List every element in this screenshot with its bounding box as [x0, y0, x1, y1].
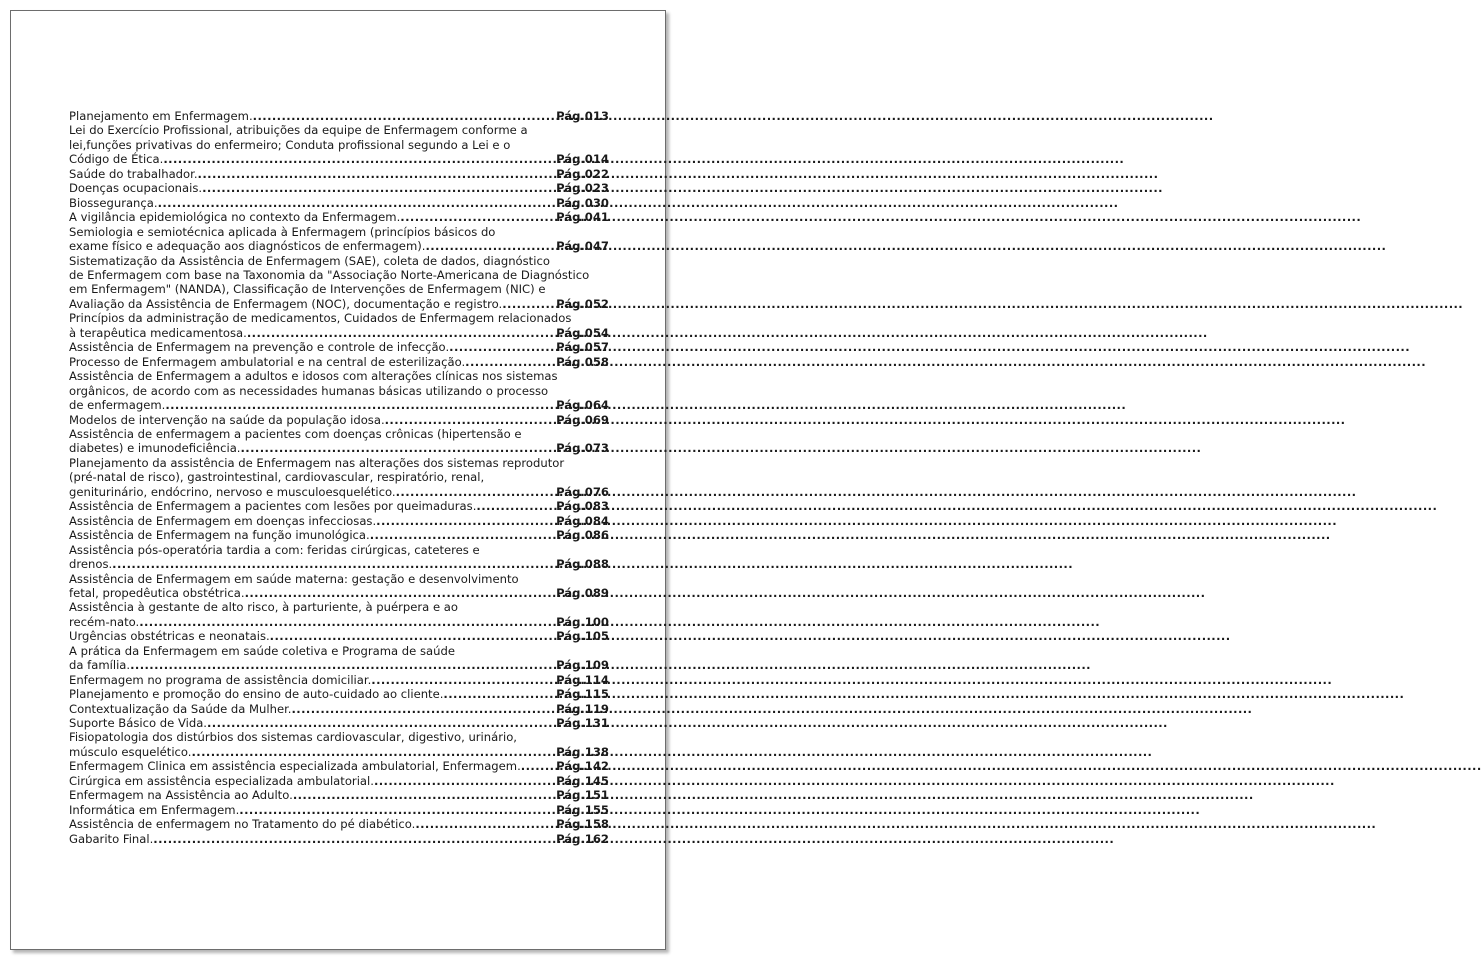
dot-leader	[415, 817, 555, 831]
dot-leader	[165, 398, 555, 412]
toc-entry[interactable]	[69, 644, 609, 673]
toc-page-number: Pág.088	[556, 557, 609, 572]
toc-page-number: Pág.054	[556, 325, 609, 340]
toc-page-number: Pág.109	[556, 658, 609, 673]
toc-entry[interactable]	[69, 167, 609, 181]
toc-entry-final-line	[69, 355, 609, 369]
toc-entry-text-line: (pré-natal de risco), gastrointestinal, cardiovascular, respiratório, renal,	[69, 470, 485, 485]
toc-entry-final-line	[69, 702, 609, 716]
toc-entry-text-line: A prática da Enfermagem em saúde coletiva e Programa de saúde	[69, 643, 455, 658]
dot-leader	[443, 687, 555, 701]
dot-leader	[112, 557, 555, 571]
toc-page-number: Pág.100	[556, 614, 609, 629]
toc-entry-final-line	[69, 586, 609, 600]
toc-entry-final-line	[69, 832, 609, 846]
toc-page-number: Pág.041	[556, 210, 609, 225]
toc-entry-title: geniturinário, endócrino, nervoso e musculoesquelético.	[69, 484, 396, 499]
dot-leader	[247, 326, 555, 340]
dot-leader	[385, 413, 555, 427]
table-of-contents	[69, 109, 609, 846]
toc-page-number: Pág.023	[556, 181, 609, 196]
toc-entry[interactable]	[69, 759, 609, 773]
toc-entry-title: Cirúrgica em assistência especializada ambulatorial.	[69, 773, 374, 788]
toc-entry[interactable]	[69, 311, 609, 340]
dot-leader	[465, 355, 555, 369]
toc-entry-final-line	[69, 485, 609, 499]
toc-page-number: Pág.083	[556, 499, 609, 514]
toc-page-number: Pág.131	[556, 716, 609, 731]
toc-entry-final-line	[69, 615, 609, 629]
toc-page-number: Pág.151	[556, 788, 609, 803]
toc-entry-final-line	[69, 340, 609, 354]
toc-page-number: Pág.162	[556, 831, 609, 846]
dot-leader	[198, 167, 556, 181]
toc-entry-final-line	[69, 514, 609, 528]
toc-entry-final-line	[69, 788, 609, 802]
toc-entry-title: Assistência de Enfermagem em doenças infecciosas.	[69, 513, 377, 528]
toc-entry-final-line	[69, 774, 609, 788]
toc-entry[interactable]	[69, 254, 609, 312]
toc-entry-final-line	[69, 658, 609, 672]
toc-page-number: Pág.084	[556, 513, 609, 528]
toc-page-number: Pág.076	[556, 484, 609, 499]
toc-entry-final-line	[69, 413, 609, 427]
toc-entry[interactable]	[69, 817, 609, 831]
toc-entry[interactable]	[69, 702, 609, 716]
toc-entry-final-line	[69, 152, 609, 166]
toc-entry-title: Contextualização da Saúde da Mulher.	[69, 701, 292, 716]
dot-leader	[163, 152, 555, 166]
toc-entry-final-line	[69, 716, 609, 730]
toc-entry-title: Gabarito Final.	[69, 831, 154, 846]
dot-leader	[400, 210, 555, 224]
toc-entry-final-line	[69, 803, 609, 817]
toc-entry-text-line: Assistência de Enfermagem a adultos e idosos com alterações clínicas nos sistemas	[69, 369, 558, 384]
toc-entry-title: à terapêutica medicamentosa.	[69, 325, 247, 340]
toc-entry-text-line: Assistência pós-operatória tardia a com: feridas cirúrgicas, cateteres e	[69, 542, 480, 557]
toc-entry[interactable]	[69, 730, 609, 759]
toc-entry-title: Assistência de Enfermagem a pacientes com lesões por queimaduras.	[69, 499, 477, 514]
toc-entry-final-line	[69, 181, 609, 195]
toc-entry[interactable]	[69, 788, 609, 802]
toc-entry[interactable]	[69, 600, 609, 629]
toc-entry[interactable]	[69, 181, 609, 195]
toc-entry-title: Informática em Enfermagem.	[69, 802, 240, 817]
toc-entry-title: Enfermagem na Assistência ao Adulto.	[69, 788, 293, 803]
toc-entry-final-line	[69, 196, 609, 210]
toc-entry-final-line	[69, 398, 609, 412]
toc-entry-final-line	[69, 441, 609, 455]
dot-leader	[502, 297, 555, 311]
dot-leader	[371, 673, 555, 687]
toc-entry-final-line	[69, 239, 609, 253]
toc-entry-title: Biossegurança.	[69, 195, 158, 210]
toc-entry-title: Suporte Básico de Vida.	[69, 716, 207, 731]
dot-leader	[239, 803, 555, 817]
toc-page-number: Pág.073	[556, 441, 609, 456]
dot-leader	[370, 528, 555, 542]
toc-page-number: Pág.138	[556, 744, 609, 759]
toc-entry-title: recém-nato.	[69, 614, 140, 629]
dot-leader	[396, 485, 555, 499]
toc-entry-title: Assistência de enfermagem no Tratamento do pé diabético.	[69, 817, 416, 832]
toc-entry-title: Enfermagem Clinica em assistência especializada ambulatorial, Enfermagem.	[69, 759, 521, 774]
toc-entry-title: Avaliação da Assistência de Enfermagem (NOC), documentação e registro.	[69, 296, 503, 311]
toc-page-number: Pág.014	[556, 152, 609, 167]
toc-entry-text-line: Lei do Exercício Profissional, atribuições da equipe de Enfermagem conforme a	[69, 123, 528, 138]
toc-page-number: Pág.155	[556, 802, 609, 817]
dot-leader	[240, 441, 555, 455]
toc-entry-text-line: Assistência de Enfermagem em saúde materna: gestação e desenvolvimento	[69, 571, 519, 586]
toc-entry[interactable]	[69, 369, 609, 412]
dot-leader	[270, 629, 555, 643]
dot-leader	[425, 239, 555, 253]
toc-entry-text-line: Fisiopatologia dos distúrbios dos sistemas cardiovascular, digestivo, urinário,	[69, 730, 517, 745]
toc-entry-text-line: Assistência à gestante de alto risco, à parturiente, à puérpera e ao	[69, 600, 458, 615]
toc-entry[interactable]	[69, 687, 609, 701]
toc-page-number: Pág.022	[556, 166, 609, 181]
toc-entry[interactable]	[69, 340, 609, 354]
toc-entry-title: Enfermagem no programa de assistência domiciliar.	[69, 672, 372, 687]
toc-page-number: Pág.052	[556, 296, 609, 311]
toc-entry[interactable]	[69, 716, 609, 730]
dot-leader	[449, 340, 555, 354]
toc-page-number: Pág.105	[556, 629, 609, 644]
dot-leader	[130, 658, 555, 672]
toc-entry[interactable]	[69, 543, 609, 572]
toc-entry-final-line	[69, 629, 609, 643]
toc-entry-title: Planejamento e promoção do ensino de auto-cuidado ao cliente.	[69, 687, 444, 702]
dot-leader	[293, 788, 555, 802]
toc-page-number: Pág.089	[556, 585, 609, 600]
toc-entry-final-line	[69, 528, 609, 542]
toc-page-number: Pág.069	[556, 412, 609, 427]
toc-entry-final-line	[69, 673, 609, 687]
toc-entry-title: Assistência de Enfermagem na função imunológica.	[69, 528, 370, 543]
toc-entry-title: Doenças ocupacionais.	[69, 181, 203, 196]
toc-entry-title: Modelos de intervenção na saúde da população idosa.	[69, 412, 385, 427]
toc-entry-final-line	[69, 745, 609, 759]
toc-entry-text-line: em Enfermagem" (NANDA), Classificação de Intervenções de Enfermagem (NIC) e	[69, 282, 546, 297]
toc-entry-final-line	[69, 499, 609, 513]
toc-entry[interactable]	[69, 196, 609, 210]
toc-entry-text-line: orgânicos, de acordo com as necessidades humanas básicas utilizando o processo	[69, 383, 549, 398]
toc-entry-text-line: Princípios da administração de medicamentos, Cuidados de Enfermagem relacionados	[69, 311, 572, 326]
toc-entry-text-line: Semiologia e semiotécnica aplicada à Enfermagem (princípios básicos do	[69, 224, 496, 239]
dot-leader	[476, 499, 555, 513]
toc-entry-final-line	[69, 210, 609, 224]
toc-entry-final-line	[69, 167, 609, 181]
toc-page-number: Pág.047	[556, 239, 609, 254]
toc-entry[interactable]	[69, 427, 609, 456]
toc-entry-title: Processo de Enfermagem ambulatorial e na central de esterilização.	[69, 354, 466, 369]
toc-page-number: Pág.158	[556, 817, 609, 832]
dot-leader	[153, 832, 555, 846]
toc-entry-final-line	[69, 297, 609, 311]
toc-entry-final-line	[69, 759, 609, 773]
toc-entry-title: Assistência de Enfermagem na prevenção e controle de infecção.	[69, 340, 450, 355]
toc-entry-title: Saúde do trabalhador.	[69, 166, 198, 181]
toc-entry[interactable]	[69, 456, 609, 499]
toc-page-number: Pág.086	[556, 528, 609, 543]
toc-page-number: Pág.119	[556, 701, 609, 716]
toc-entry-title: diabetes) e imunodeficiência.	[69, 441, 241, 456]
toc-entry[interactable]	[69, 514, 609, 528]
toc-page-number: Pág.057	[556, 340, 609, 355]
toc-entry[interactable]	[69, 499, 609, 513]
toc-entry-final-line	[69, 109, 609, 123]
dot-leader	[521, 759, 555, 773]
toc-entry-text-line: Assistência de enfermagem a pacientes com doenças crônicas (hipertensão e	[69, 426, 522, 441]
toc-page-number: Pág.142	[556, 759, 609, 774]
toc-entry-final-line	[69, 817, 609, 831]
dot-leader	[139, 615, 555, 629]
toc-page-number: Pág.145	[556, 773, 609, 788]
toc-entry-title: de enfermagem.	[69, 398, 166, 413]
toc-entry[interactable]	[69, 109, 609, 123]
toc-entry-text-line: lei,funções privativas do enfermeiro; Conduta profissional segundo a Lei e o	[69, 137, 511, 152]
toc-page-number: Pág.030	[556, 195, 609, 210]
toc-entry-text-line: Planejamento da assistência de Enfermagem nas alterações dos sistemas reprodutor	[69, 455, 565, 470]
toc-entry-final-line	[69, 687, 609, 701]
toc-entry-title: Urgências obstétricas e neonatais.	[69, 629, 270, 644]
toc-entry-title: A vigilância epidemiológica no contexto da Enfermagem.	[69, 210, 401, 225]
toc-entry[interactable]	[69, 123, 609, 166]
dot-leader	[245, 586, 556, 600]
dot-leader	[158, 196, 556, 210]
toc-page-number: Pág.115	[556, 687, 609, 702]
dot-leader	[207, 716, 555, 730]
toc-entry-title: da família.	[69, 658, 131, 673]
toc-entry[interactable]	[69, 673, 609, 687]
toc-entry-final-line	[69, 557, 609, 571]
toc-entry[interactable]	[69, 803, 609, 817]
toc-page-number: Pág.064	[556, 398, 609, 413]
dot-leader	[374, 774, 555, 788]
toc-entry[interactable]	[69, 832, 609, 846]
toc-entry-title: drenos.	[69, 557, 113, 572]
toc-page-number: Pág.114	[556, 672, 609, 687]
toc-entry-title: fetal, propedêutica obstétrica.	[69, 585, 245, 600]
toc-entry-text-line: Sistematização da Assistência de Enfermagem (SAE), coleta de dados, diagnóstico	[69, 253, 550, 268]
toc-entry[interactable]	[69, 629, 609, 643]
toc-entry-title: músculo esquelético.	[69, 744, 192, 759]
toc-entry-title: Código de Ética.	[69, 152, 164, 167]
toc-entry[interactable]	[69, 572, 609, 601]
toc-page-number: Pág.013	[556, 109, 609, 123]
dot-leader	[292, 702, 556, 716]
toc-entry[interactable]	[69, 225, 609, 254]
dot-leader	[202, 181, 555, 195]
toc-entry-final-line	[69, 326, 609, 340]
toc-entry-title: exame físico e adequação aos diagnósticos de enfermagem).	[69, 239, 426, 254]
toc-entry[interactable]	[69, 528, 609, 542]
dot-leader	[376, 514, 555, 528]
dot-leader	[253, 109, 555, 123]
toc-entry-title: Planejamento em Enfermagem.	[69, 109, 253, 123]
toc-entry[interactable]	[69, 413, 609, 427]
toc-entry[interactable]	[69, 355, 609, 369]
dot-leader	[192, 745, 556, 759]
toc-entry[interactable]	[69, 774, 609, 788]
toc-entry[interactable]	[69, 210, 609, 224]
toc-entry-text-line: de Enfermagem com base na Taxonomia da "Associação Norte-Americana de Diagnóstico	[69, 267, 590, 282]
toc-page-number: Pág.058	[556, 354, 609, 369]
